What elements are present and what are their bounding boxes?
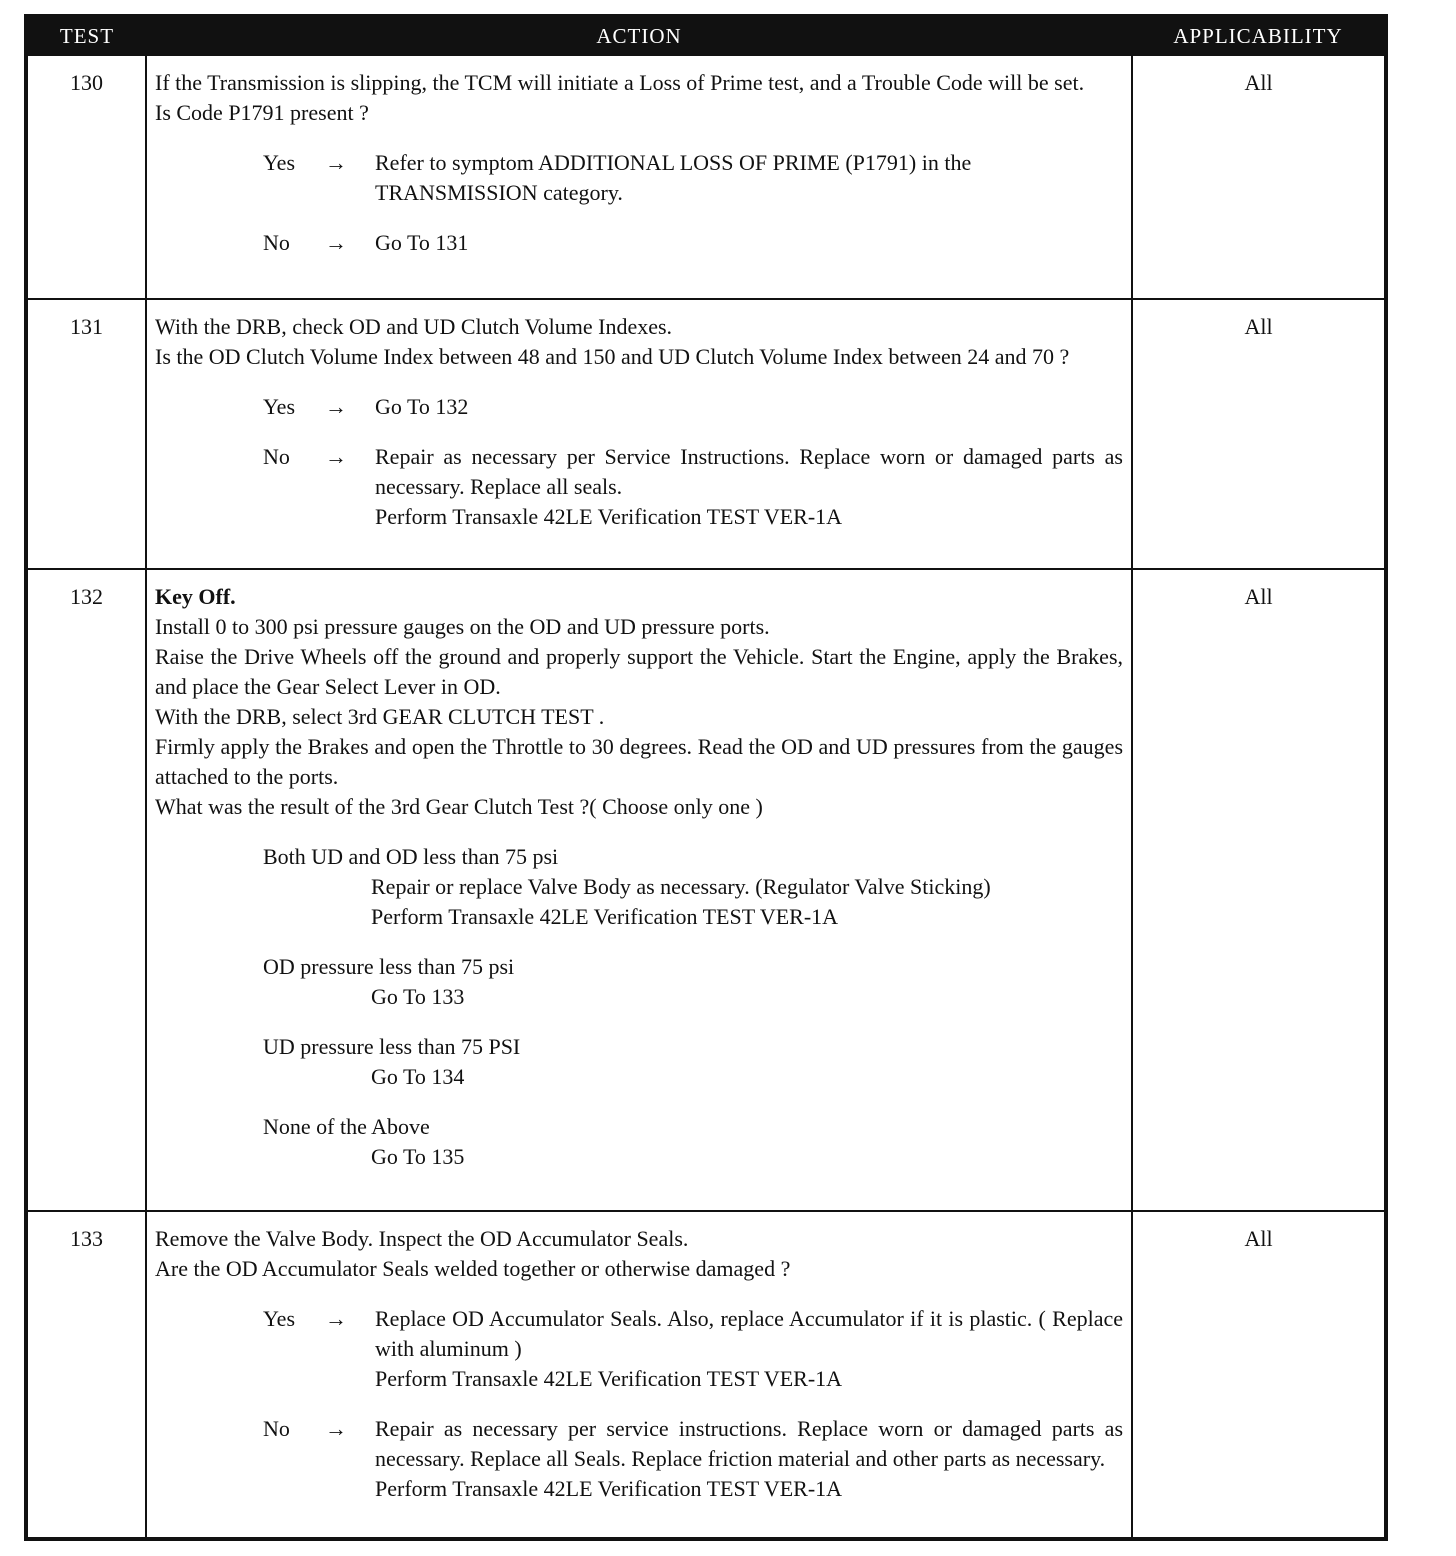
choice-item bbox=[263, 1112, 1123, 1172]
action-line: If the Transmission is slipping, the TCM will initiate a Loss of Prime test, and a Trouble Code will be set. bbox=[155, 70, 1085, 95]
applicability-cell: All bbox=[1132, 55, 1386, 299]
header-test: TEST bbox=[26, 16, 146, 55]
choice-result: Go To 134 bbox=[371, 1064, 465, 1089]
action-line: Install 0 to 300 psi pressure gauges on the OD and UD pressure ports. bbox=[155, 614, 770, 639]
applicability-cell: All bbox=[1132, 1211, 1386, 1539]
action-cell bbox=[146, 55, 1132, 299]
result-line: Perform Transaxle 42LE Verification TEST VER-1A bbox=[375, 1366, 843, 1391]
yes-option bbox=[263, 148, 1123, 208]
choice-label: OD pressure less than 75 psi bbox=[263, 954, 515, 979]
test-number: 133 bbox=[26, 1211, 146, 1539]
action-line: Firmly apply the Brakes and open the Throttle to 30 degrees. Read the OD and UD pressures from the gauges attached to the ports. bbox=[155, 734, 1123, 789]
yes-option bbox=[263, 1304, 1123, 1394]
choice-item bbox=[263, 842, 1123, 932]
result-line: Repair as necessary per Service Instructions. Replace worn or damaged parts as necessary. Replace all seals. bbox=[375, 444, 1123, 499]
test-number: 130 bbox=[26, 55, 146, 299]
option-label: Yes bbox=[263, 394, 296, 419]
arrow-icon: → bbox=[325, 394, 347, 419]
test-row-133 bbox=[26, 1211, 1386, 1539]
action-line: Is Code P1791 present ? bbox=[155, 100, 369, 125]
option-result: Go To 132 bbox=[375, 394, 469, 419]
test-number: 131 bbox=[26, 299, 146, 569]
result-line: Perform Transaxle 42LE Verification TEST VER-1A bbox=[375, 1476, 843, 1501]
choice-label: UD pressure less than 75 PSI bbox=[263, 1034, 521, 1059]
action-cell bbox=[146, 299, 1132, 569]
option-label: Yes bbox=[263, 150, 296, 175]
result-line: Perform Transaxle 42LE Verification TEST VER-1A bbox=[375, 504, 843, 529]
option-label: Yes bbox=[263, 1306, 296, 1331]
arrow-icon: → bbox=[325, 1416, 347, 1441]
option-result: Go To 131 bbox=[375, 230, 469, 255]
yes-option bbox=[263, 392, 1123, 422]
option-result bbox=[375, 1304, 1123, 1394]
no-option bbox=[263, 442, 1123, 532]
action-line: Remove the Valve Body. Inspect the OD Accumulator Seals. bbox=[155, 1226, 689, 1251]
action-line: With the DRB, check OD and UD Clutch Volume Indexes. bbox=[155, 314, 673, 339]
option-result: Refer to symptom ADDITIONAL LOSS OF PRIME (P1791) in the TRANSMISSION category. bbox=[375, 150, 972, 205]
result-line: Repair as necessary per service instructions. Replace worn or damaged parts as necessary. Replace all Seals. Replace friction material and other parts as necessary. bbox=[375, 1416, 1123, 1471]
choice-label: None of the Above bbox=[263, 1114, 430, 1139]
test-row-132 bbox=[26, 569, 1386, 1211]
no-option bbox=[263, 228, 1123, 258]
option-result bbox=[375, 442, 1123, 532]
action-cell bbox=[146, 569, 1132, 1211]
step-heading: Key Off. bbox=[155, 584, 236, 609]
header-action: ACTION bbox=[146, 16, 1132, 55]
action-cell bbox=[146, 1211, 1132, 1539]
header-applicability: APPLICABILITY bbox=[1132, 16, 1386, 55]
arrow-icon: → bbox=[325, 1306, 347, 1331]
arrow-icon: → bbox=[325, 230, 347, 255]
action-line: Is the OD Clutch Volume Index between 48 and 150 and UD Clutch Volume Index between 24 and 70 ? bbox=[155, 344, 1070, 369]
no-option bbox=[263, 1414, 1123, 1504]
choice-result: Perform Transaxle 42LE Verification TEST VER-1A bbox=[371, 904, 839, 929]
test-row-130 bbox=[26, 55, 1386, 299]
choice-item bbox=[263, 1032, 1123, 1092]
choice-item bbox=[263, 952, 1123, 1012]
arrow-icon: → bbox=[325, 150, 347, 175]
applicability-cell: All bbox=[1132, 299, 1386, 569]
choice-label: Both UD and OD less than 75 psi bbox=[263, 844, 559, 869]
applicability-cell: All bbox=[1132, 569, 1386, 1211]
choice-result: Go To 133 bbox=[371, 984, 465, 1009]
test-number: 132 bbox=[26, 569, 146, 1211]
arrow-icon: → bbox=[325, 444, 347, 469]
header-row bbox=[26, 16, 1386, 55]
test-row-131 bbox=[26, 299, 1386, 569]
option-result bbox=[375, 1414, 1123, 1504]
option-label: No bbox=[263, 1416, 290, 1441]
action-line: What was the result of the 3rd Gear Clutch Test ?( Choose only one ) bbox=[155, 794, 763, 819]
choice-result: Repair or replace Valve Body as necessary. (Regulator Valve Sticking) bbox=[371, 874, 991, 899]
option-label: No bbox=[263, 444, 290, 469]
action-line: Raise the Drive Wheels off the ground and properly support the Vehicle. Start the Engine, apply the Brakes, and place the Gear Select Lever in OD. bbox=[155, 644, 1123, 699]
choice-result: Go To 135 bbox=[371, 1144, 465, 1169]
diagnostic-table bbox=[24, 14, 1388, 1541]
action-line: With the DRB, select 3rd GEAR CLUTCH TEST . bbox=[155, 704, 605, 729]
action-line: Are the OD Accumulator Seals welded together or otherwise damaged ? bbox=[155, 1256, 791, 1281]
option-label: No bbox=[263, 230, 290, 255]
result-line: Replace OD Accumulator Seals. Also, replace Accumulator if it is plastic. ( Replace with aluminum ) bbox=[375, 1306, 1123, 1361]
